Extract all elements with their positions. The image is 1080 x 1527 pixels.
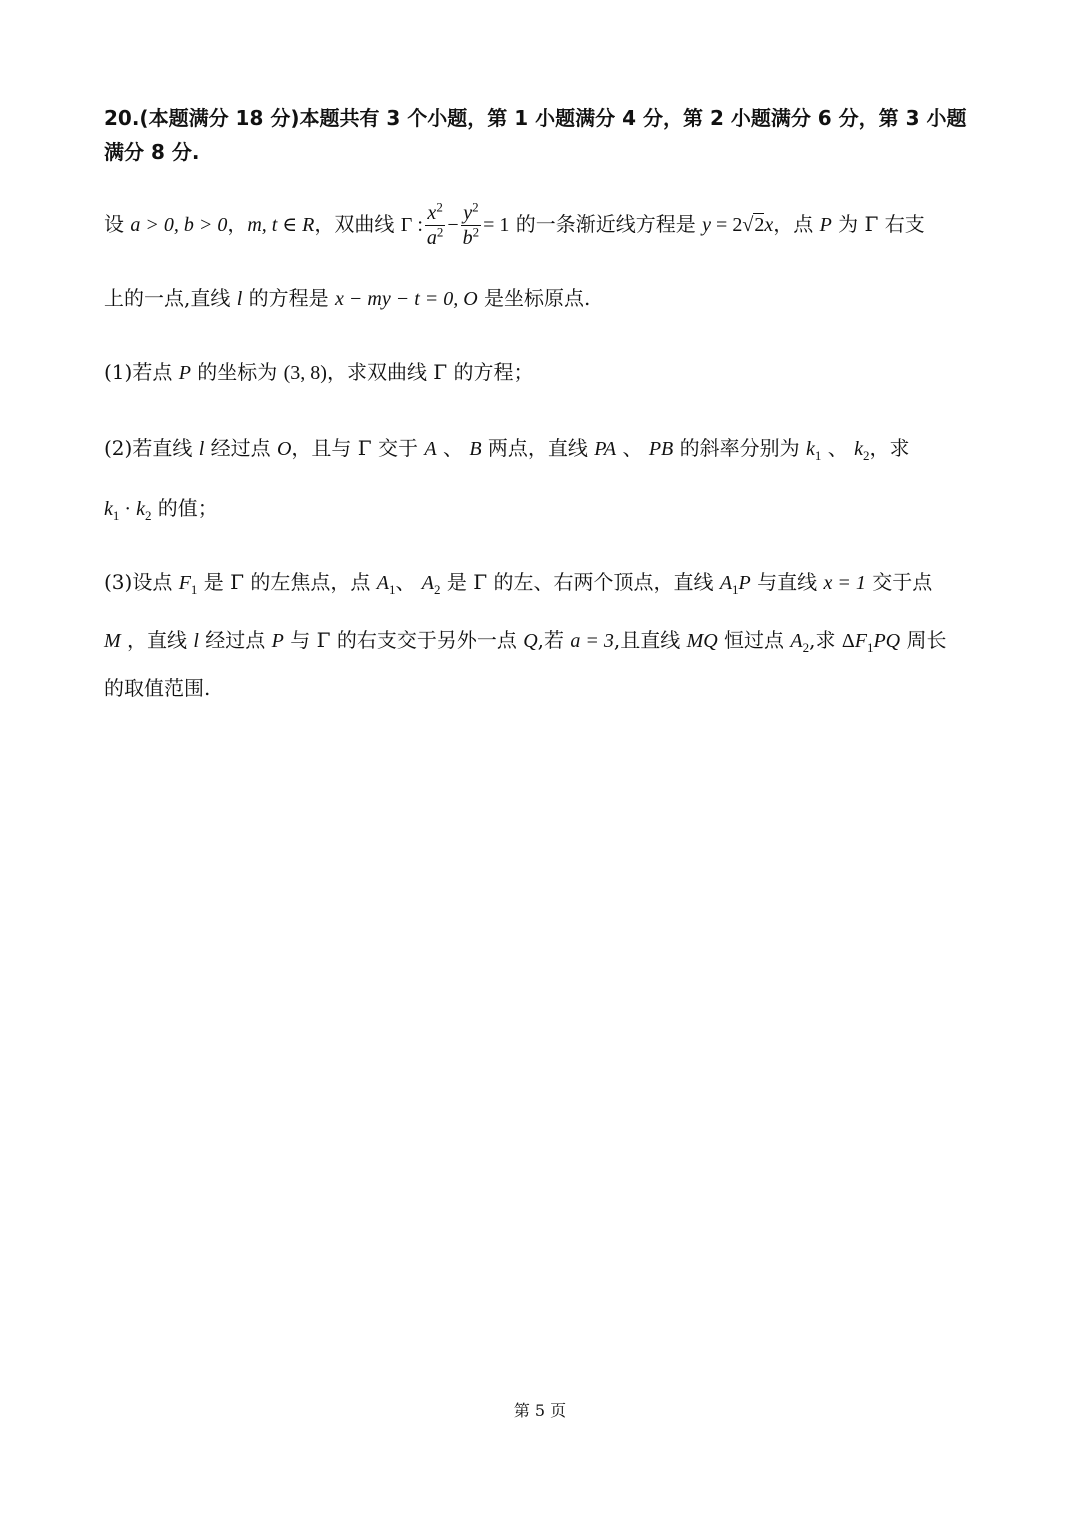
math-expression: x − my − t = 0, O [335,288,478,310]
part-text: 的取值范围. [104,676,211,700]
part-text: 经过点 [204,436,277,460]
stem-text: 的方程是 [242,286,335,310]
question-header-text-1: 20.(本题满分 18 分)本题共有 3 个小题，第 1 小题满分 4 分，第 2 小题满分 6 分，第 3 小题 [104,106,967,130]
fraction-x2-a2 [425,201,446,250]
math-operator: − [447,214,459,236]
part-text: 的斜率分别为 [673,436,806,460]
part-text: 、 [395,570,422,594]
asymptote-equation: y = 2√2x [702,214,773,236]
product-k1-k2: $k_1 \cdot k_2$ [104,498,152,523]
part-text: 的坐标为 [190,360,284,384]
fraction-numerator: $y^2$ [461,201,482,226]
part-text: 、 [436,436,470,460]
stem-line-2: 上的一点,直线 l 的方程是 x − my − t = 0, O 是坐标原点. [104,286,591,310]
stem-text: 上的一点,直线 [104,286,237,310]
part-2-line-2 [104,494,218,523]
part-text: 与直线 [750,570,824,594]
part-text: (2)若直线 [104,436,199,460]
fraction-denominator: $a^2$ [426,224,444,249]
page-number: 第 5 页 [513,1401,567,1420]
part-text: ,求 [809,628,842,652]
part-1: (1)若点 P 的坐标为 (3, 8)，求双曲线 Γ 的方程； [104,360,534,384]
stem-text: ，点 [773,212,820,236]
part-text: 是 Γ 的左焦点，点 [197,570,377,594]
part-text: 与 Γ 的右支交于另外一点 [283,628,524,652]
question-header-line2 [104,138,199,166]
sqrt-symbol: √2 [742,214,765,236]
part-text: 经过点 [198,628,272,652]
part-text: ，求双曲线 Γ 的方程； [326,360,534,384]
part-text: 、 [821,436,855,460]
part-text: ,若 [537,628,571,652]
part-text: 恒过点 [717,628,791,652]
fraction-y2-b2 [461,201,482,250]
math-expression: m, t ∈ R [247,214,315,236]
question-header-line1 [104,104,967,132]
stem-text: 为 Γ 右支 [831,212,925,236]
part-text: 的值； [151,496,218,520]
part-3-line-3 [104,674,210,702]
part-text: 交于点 [865,570,933,594]
part-text: (3)设点 [104,570,179,594]
part-text: ，求 [869,436,910,460]
part-text: 、 [616,436,649,460]
part-3-line-1: (3)设点 $F_1$ 是 Γ 的左焦点，点 $A_1$、 $A_2$ 是 Γ 的左、右两个顶点，直线 $A_1P$ 与直线 x = 1 交于点 [104,570,933,597]
part-text: 两点，直线 [481,436,595,460]
fraction-numerator: $x^2$ [425,201,446,226]
math-expression: Γ : [400,214,423,236]
math-expression: a > 0, b > 0 [130,214,228,236]
part-text: 是 Γ 的左、右两个顶点，直线 [440,570,720,594]
math-expression: x = 1 [823,572,866,594]
part-text: ，且与 Γ 交于 [291,436,425,460]
stem-text: 设 [104,212,131,236]
stem-text: ， [227,212,248,236]
stem-text: ，双曲线 [314,212,401,236]
stem-text: 是坐标原点. [477,286,591,310]
stem-line-1: 设 a > 0, b > 0，m, t ∈ R，双曲线 Γ : $\frac{x^2}{a^2}$ − $\frac{y^2}{b^2}$ = 1 的一条渐近线方程是 y = 2√2x，点 P 为 Γ 右支 [104,196,925,253]
part-text: ，直线 [120,628,194,652]
part-text: 周长 [900,628,947,652]
question-header-text-2: 满分 8 分. [104,140,200,164]
fraction-denominator: $b^2$ [462,224,480,249]
math-expression: = 1 [483,214,510,236]
stem-text: 的一条渐近线方程是 [509,212,703,236]
part-3-line-2: M ，直线 l 经过点 P 与 Γ 的右支交于另外一点 Q,若 a = 3,且直线 MQ 恒过点 $A_2$,求 $\Delta F_1PQ$ 周长 [104,628,947,655]
math-expression: a = 3 [570,630,614,652]
part-text: (1)若点 [104,360,179,384]
math-expression: (3, 8) [283,362,327,384]
part-text: ,且直线 [613,628,687,652]
part-2-line-1: (2)若直线 l 经过点 O，且与 Γ 交于 A 、 B 两点，直线 PA 、 PB 的斜率分别为 $k_1$ 、 $k_2$，求 [104,436,910,463]
